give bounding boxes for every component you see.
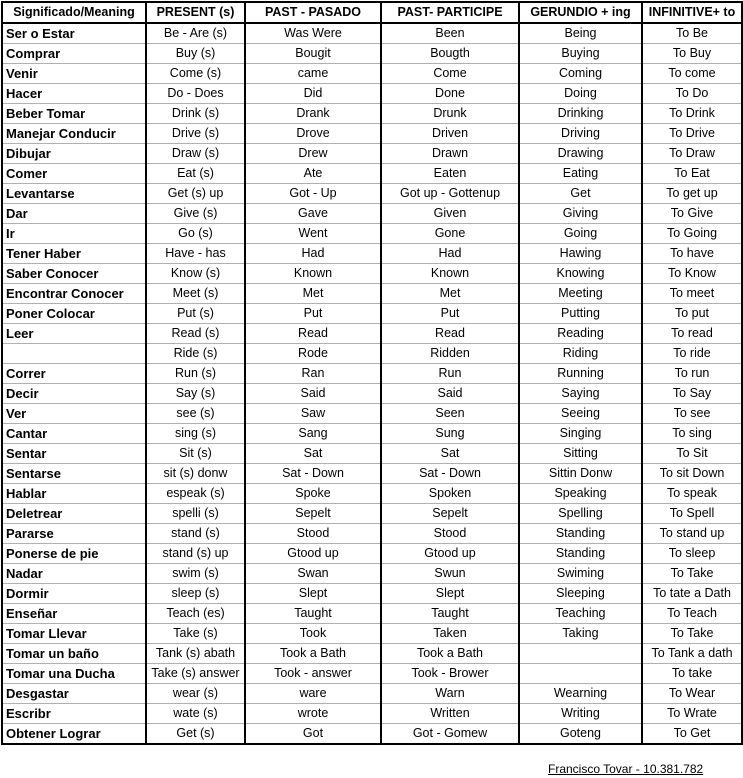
cell-past: Saw <box>245 404 381 424</box>
table-row <box>2 584 742 604</box>
cell-past: Gave <box>245 204 381 224</box>
cell-infinitive: To Wrate <box>642 704 742 724</box>
cell-past: Got <box>245 724 381 745</box>
cell-infinitive: To Tank a dath <box>642 644 742 664</box>
cell-past-participle: Gtood up <box>381 544 519 564</box>
cell-past: Read <box>245 324 381 344</box>
cell-present: Say (s) <box>146 384 245 404</box>
cell-past: Taught <box>245 604 381 624</box>
cell-gerund: Writing <box>519 704 642 724</box>
table-row <box>2 604 742 624</box>
table-row <box>2 104 742 124</box>
cell-present: Get (s) up <box>146 184 245 204</box>
cell-infinitive: To Give <box>642 204 742 224</box>
cell-meaning: Nadar <box>2 564 146 584</box>
header-past-participle: PAST- PARTICIPE <box>381 2 519 23</box>
table-row <box>2 264 742 284</box>
cell-infinitive: To Take <box>642 564 742 584</box>
cell-past: Took <box>245 624 381 644</box>
cell-past: Ran <box>245 364 381 384</box>
cell-meaning: Venir <box>2 64 146 84</box>
cell-gerund: Saying <box>519 384 642 404</box>
cell-past: Drove <box>245 124 381 144</box>
cell-present: wate (s) <box>146 704 245 724</box>
cell-gerund: Seeing <box>519 404 642 424</box>
cell-gerund: Sittin Donw <box>519 464 642 484</box>
cell-meaning: Dibujar <box>2 144 146 164</box>
cell-past-participle: Sat - Down <box>381 464 519 484</box>
table-row <box>2 304 742 324</box>
verb-table <box>1 1 743 745</box>
cell-gerund: Eating <box>519 164 642 184</box>
cell-meaning <box>2 344 146 364</box>
cell-meaning: Hacer <box>2 84 146 104</box>
table-row <box>2 624 742 644</box>
cell-gerund: Giving <box>519 204 642 224</box>
cell-gerund: Sitting <box>519 444 642 464</box>
table-row <box>2 204 742 224</box>
cell-infinitive: To meet <box>642 284 742 304</box>
verb-rows <box>2 23 742 744</box>
cell-past-participle: Swun <box>381 564 519 584</box>
cell-meaning: Desgastar <box>2 684 146 704</box>
cell-present: Sit (s) <box>146 444 245 464</box>
table-row <box>2 444 742 464</box>
cell-infinitive: To Buy <box>642 44 742 64</box>
cell-past: Had <box>245 244 381 264</box>
cell-gerund: Meeting <box>519 284 642 304</box>
cell-meaning: Decir <box>2 384 146 404</box>
cell-past-participle: Drunk <box>381 104 519 124</box>
table-row <box>2 524 742 544</box>
cell-past-participle: Took a Bath <box>381 644 519 664</box>
cell-past: Put <box>245 304 381 324</box>
cell-meaning: Enseñar <box>2 604 146 624</box>
cell-past-participle: Read <box>381 324 519 344</box>
cell-past-participle: Spoken <box>381 484 519 504</box>
cell-past: Swan <box>245 564 381 584</box>
cell-gerund <box>519 644 642 664</box>
cell-past-participle: Ridden <box>381 344 519 364</box>
cell-gerund: Running <box>519 364 642 384</box>
cell-gerund: Get <box>519 184 642 204</box>
cell-meaning: Tener Haber <box>2 244 146 264</box>
table-row <box>2 684 742 704</box>
cell-gerund: Goteng <box>519 724 642 745</box>
cell-past-participle: Driven <box>381 124 519 144</box>
cell-meaning: Cantar <box>2 424 146 444</box>
cell-gerund: Going <box>519 224 642 244</box>
cell-meaning: Poner Colocar <box>2 304 146 324</box>
cell-infinitive: To have <box>642 244 742 264</box>
cell-meaning: Comprar <box>2 44 146 64</box>
cell-gerund: Standing <box>519 524 642 544</box>
cell-past: Bougit <box>245 44 381 64</box>
cell-infinitive: To come <box>642 64 742 84</box>
cell-infinitive: To Be <box>642 23 742 44</box>
cell-gerund: Buying <box>519 44 642 64</box>
cell-gerund: Wearning <box>519 684 642 704</box>
cell-meaning: Leer <box>2 324 146 344</box>
cell-past: Gtood up <box>245 544 381 564</box>
cell-past: wrote <box>245 704 381 724</box>
cell-present: swim (s) <box>146 564 245 584</box>
cell-past-participle: Gone <box>381 224 519 244</box>
cell-infinitive: To Get <box>642 724 742 745</box>
cell-past-participle: Done <box>381 84 519 104</box>
cell-infinitive: To get up <box>642 184 742 204</box>
cell-present: Drive (s) <box>146 124 245 144</box>
cell-meaning: Comer <box>2 164 146 184</box>
cell-past: Known <box>245 264 381 284</box>
table-row <box>2 184 742 204</box>
cell-present: stand (s) <box>146 524 245 544</box>
header-row <box>2 2 742 23</box>
cell-present: stand (s) up <box>146 544 245 564</box>
cell-past: ware <box>245 684 381 704</box>
header-meaning: Significado/Meaning <box>2 2 146 23</box>
cell-meaning: Deletrear <box>2 504 146 524</box>
cell-meaning: Levantarse <box>2 184 146 204</box>
cell-present: see (s) <box>146 404 245 424</box>
table-row <box>2 704 742 724</box>
cell-past: Said <box>245 384 381 404</box>
cell-gerund: Drinking <box>519 104 642 124</box>
cell-past: Ate <box>245 164 381 184</box>
cell-past-participle: Warn <box>381 684 519 704</box>
cell-present: Tank (s) abath <box>146 644 245 664</box>
cell-past-participle: Seen <box>381 404 519 424</box>
cell-past-participle: Drawn <box>381 144 519 164</box>
author-credit: Francisco Tovar - 10.381.782 <box>548 762 704 776</box>
header-present: PRESENT (s) <box>146 2 245 23</box>
cell-present: sleep (s) <box>146 584 245 604</box>
cell-present: Be - Are (s) <box>146 23 245 44</box>
cell-infinitive: To Draw <box>642 144 742 164</box>
cell-gerund: Singing <box>519 424 642 444</box>
cell-gerund: Speaking <box>519 484 642 504</box>
cell-present: Drink (s) <box>146 104 245 124</box>
table-row <box>2 544 742 564</box>
cell-past: Got - Up <box>245 184 381 204</box>
cell-meaning: Beber Tomar <box>2 104 146 124</box>
cell-infinitive: To Wear <box>642 684 742 704</box>
cell-gerund: Taking <box>519 624 642 644</box>
cell-infinitive: To read <box>642 324 742 344</box>
cell-gerund: Sleeping <box>519 584 642 604</box>
cell-gerund: Teaching <box>519 604 642 624</box>
cell-infinitive: To Drive <box>642 124 742 144</box>
cell-infinitive: To Say <box>642 384 742 404</box>
cell-present: Ride (s) <box>146 344 245 364</box>
cell-meaning: Ver <box>2 404 146 424</box>
cell-meaning: Encontrar Conocer <box>2 284 146 304</box>
cell-present: Buy (s) <box>146 44 245 64</box>
cell-past-participle: Run <box>381 364 519 384</box>
table-row <box>2 504 742 524</box>
cell-past: Was Were <box>245 23 381 44</box>
table-row <box>2 364 742 384</box>
cell-past: Went <box>245 224 381 244</box>
table-row <box>2 244 742 264</box>
cell-present: Come (s) <box>146 64 245 84</box>
cell-gerund: Drawing <box>519 144 642 164</box>
cell-infinitive: To take <box>642 664 742 684</box>
cell-infinitive: To run <box>642 364 742 384</box>
cell-past: Sepelt <box>245 504 381 524</box>
cell-past-participle: Taught <box>381 604 519 624</box>
cell-past-participle: Got - Gomew <box>381 724 519 745</box>
table-row <box>2 224 742 244</box>
cell-infinitive: To see <box>642 404 742 424</box>
cell-past-participle: Sepelt <box>381 504 519 524</box>
header-gerund: GERUNDIO + ing <box>519 2 642 23</box>
cell-past-participle: Been <box>381 23 519 44</box>
cell-infinitive: To put <box>642 304 742 324</box>
table-row <box>2 424 742 444</box>
table-row <box>2 164 742 184</box>
table-row <box>2 44 742 64</box>
cell-present: Meet (s) <box>146 284 245 304</box>
cell-meaning: Dar <box>2 204 146 224</box>
cell-meaning: Correr <box>2 364 146 384</box>
cell-infinitive: To Take <box>642 624 742 644</box>
table-row <box>2 144 742 164</box>
table-row <box>2 724 742 745</box>
cell-past: Met <box>245 284 381 304</box>
cell-infinitive: To stand up <box>642 524 742 544</box>
table-row <box>2 284 742 304</box>
cell-meaning: Obtener Lograr <box>2 724 146 745</box>
cell-past-participle: Had <box>381 244 519 264</box>
header-infinitive: INFINITIVE+ to <box>642 2 742 23</box>
cell-gerund: Doing <box>519 84 642 104</box>
table-row <box>2 464 742 484</box>
cell-infinitive: To Eat <box>642 164 742 184</box>
cell-present: Run (s) <box>146 364 245 384</box>
cell-infinitive: To Know <box>642 264 742 284</box>
cell-past-participle: Slept <box>381 584 519 604</box>
cell-meaning: Sentar <box>2 444 146 464</box>
cell-past: Took - answer <box>245 664 381 684</box>
cell-present: Do - Does <box>146 84 245 104</box>
cell-infinitive: To Do <box>642 84 742 104</box>
cell-past-participle: Met <box>381 284 519 304</box>
cell-meaning: Tomar un baño <box>2 644 146 664</box>
cell-gerund: Swiming <box>519 564 642 584</box>
cell-present: Take (s) answer <box>146 664 245 684</box>
cell-past-participle: Took - Brower <box>381 664 519 684</box>
cell-infinitive: To sit Down <box>642 464 742 484</box>
cell-infinitive: To ride <box>642 344 742 364</box>
cell-past: came <box>245 64 381 84</box>
cell-meaning: Dormir <box>2 584 146 604</box>
table-row <box>2 23 742 44</box>
table-row <box>2 644 742 664</box>
cell-present: Put (s) <box>146 304 245 324</box>
cell-gerund: Putting <box>519 304 642 324</box>
cell-present: Have - has <box>146 244 245 264</box>
table-row <box>2 124 742 144</box>
table-row <box>2 404 742 424</box>
cell-past-participle: Bougth <box>381 44 519 64</box>
cell-past-participle: Stood <box>381 524 519 544</box>
cell-present: spelli (s) <box>146 504 245 524</box>
cell-gerund: Hawing <box>519 244 642 264</box>
cell-infinitive: To Sit <box>642 444 742 464</box>
cell-past: Sat <box>245 444 381 464</box>
cell-present: Go (s) <box>146 224 245 244</box>
cell-present: Draw (s) <box>146 144 245 164</box>
table-row <box>2 344 742 364</box>
cell-past: Slept <box>245 584 381 604</box>
cell-infinitive: To Teach <box>642 604 742 624</box>
table-row <box>2 64 742 84</box>
cell-gerund: Spelling <box>519 504 642 524</box>
cell-meaning: Sentarse <box>2 464 146 484</box>
cell-infinitive: To tate a Dath <box>642 584 742 604</box>
table-row <box>2 664 742 684</box>
cell-past-participle: Eaten <box>381 164 519 184</box>
cell-meaning: Saber Conocer <box>2 264 146 284</box>
cell-infinitive: To Drink <box>642 104 742 124</box>
cell-past: Took a Bath <box>245 644 381 664</box>
cell-meaning: Hablar <box>2 484 146 504</box>
cell-meaning: Escribr <box>2 704 146 724</box>
table-row <box>2 324 742 344</box>
cell-past-participle: Given <box>381 204 519 224</box>
cell-meaning: Tomar Llevar <box>2 624 146 644</box>
cell-infinitive: To Spell <box>642 504 742 524</box>
cell-meaning: Ponerse de pie <box>2 544 146 564</box>
cell-present: Teach (es) <box>146 604 245 624</box>
cell-past: Sat - Down <box>245 464 381 484</box>
cell-meaning: Ser o Estar <box>2 23 146 44</box>
cell-past-participle: Sat <box>381 444 519 464</box>
cell-gerund: Standing <box>519 544 642 564</box>
cell-past-participle: Taken <box>381 624 519 644</box>
cell-present: Know (s) <box>146 264 245 284</box>
cell-infinitive: To sing <box>642 424 742 444</box>
cell-past: Sang <box>245 424 381 444</box>
cell-present: Take (s) <box>146 624 245 644</box>
cell-present: sit (s) donw <box>146 464 245 484</box>
cell-present: Read (s) <box>146 324 245 344</box>
cell-gerund: Driving <box>519 124 642 144</box>
cell-present: Get (s) <box>146 724 245 745</box>
cell-past: Did <box>245 84 381 104</box>
cell-past-participle: Got up - Gottenup <box>381 184 519 204</box>
header-past: PAST - PASADO <box>245 2 381 23</box>
cell-meaning: Ir <box>2 224 146 244</box>
cell-meaning: Manejar Conducir <box>2 124 146 144</box>
cell-gerund: Riding <box>519 344 642 364</box>
cell-past: Drank <box>245 104 381 124</box>
cell-present: espeak (s) <box>146 484 245 504</box>
table-row <box>2 484 742 504</box>
cell-present: sing (s) <box>146 424 245 444</box>
cell-gerund: Reading <box>519 324 642 344</box>
cell-gerund: Being <box>519 23 642 44</box>
cell-past: Drew <box>245 144 381 164</box>
cell-past-participle: Come <box>381 64 519 84</box>
cell-present: wear (s) <box>146 684 245 704</box>
cell-present: Give (s) <box>146 204 245 224</box>
table-row <box>2 564 742 584</box>
cell-past-participle: Known <box>381 264 519 284</box>
cell-meaning: Tomar una Ducha <box>2 664 146 684</box>
table-row <box>2 84 742 104</box>
cell-past: Rode <box>245 344 381 364</box>
cell-gerund: Coming <box>519 64 642 84</box>
cell-past-participle: Put <box>381 304 519 324</box>
cell-meaning: Pararse <box>2 524 146 544</box>
cell-infinitive: To sleep <box>642 544 742 564</box>
cell-infinitive: To speak <box>642 484 742 504</box>
cell-gerund <box>519 664 642 684</box>
cell-past: Stood <box>245 524 381 544</box>
table-row <box>2 384 742 404</box>
cell-gerund: Knowing <box>519 264 642 284</box>
cell-past-participle: Written <box>381 704 519 724</box>
cell-present: Eat (s) <box>146 164 245 184</box>
cell-past-participle: Said <box>381 384 519 404</box>
cell-past-participle: Sung <box>381 424 519 444</box>
cell-infinitive: To Going <box>642 224 742 244</box>
cell-past: Spoke <box>245 484 381 504</box>
